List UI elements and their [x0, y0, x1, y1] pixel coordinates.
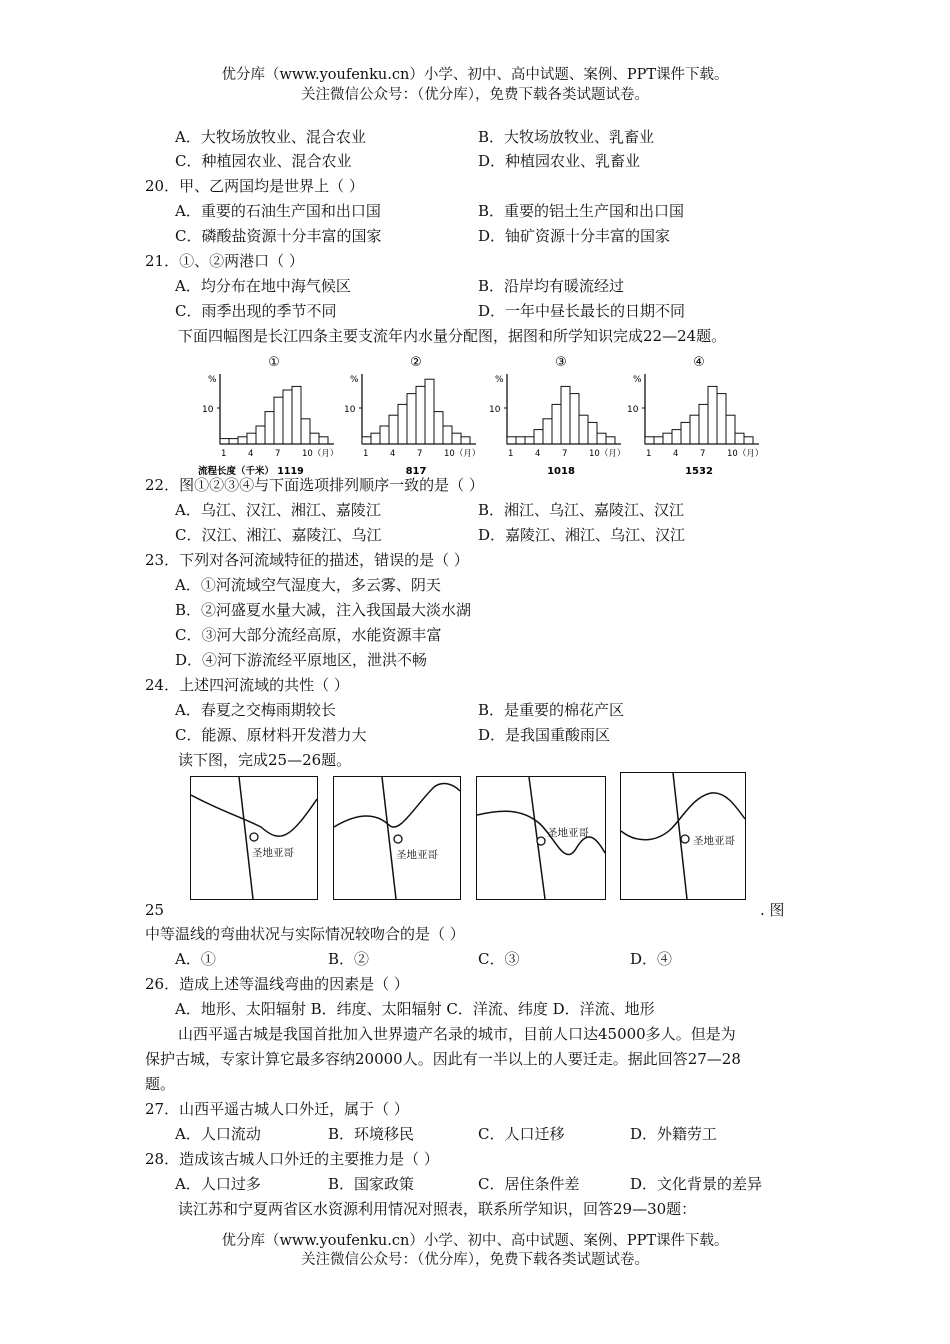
bar-month-9	[717, 394, 726, 444]
x-tick-label: 10（月）	[727, 449, 764, 459]
q20-option-d: D．铀矿资源十分丰富的国家	[478, 227, 671, 245]
x-tick-label: 7	[700, 449, 706, 459]
q21-option-b: B．沿岸均有暖流经过	[478, 277, 625, 295]
q21-option-d: D．一年中昼长最长的日期不同	[478, 302, 686, 320]
q27-option-c: C．人口迁移	[478, 1125, 565, 1143]
bar-month-10	[726, 415, 735, 444]
y-tick-label: 10	[344, 405, 356, 415]
city-marker-3	[537, 837, 545, 845]
intro-25: 读下图，完成25—26题。	[178, 751, 352, 769]
q20-option-c: C．磷酸盐资源十分丰富的国家	[175, 227, 382, 245]
q27-option-a: A．人口流动	[175, 1125, 261, 1143]
q25-option-a: A．①	[175, 950, 216, 968]
q23-option-d: D．④河下游流经平原地区，泄洪不畅	[175, 651, 428, 669]
x-tick-label: 4	[248, 449, 254, 459]
x-tick-label: 10（月）	[444, 449, 481, 459]
q28-option-d: D．文化背景的差异	[630, 1175, 763, 1193]
x-tick-label: 7	[562, 449, 568, 459]
x-tick-label: 10（月）	[589, 449, 625, 459]
q19-option-b: B．大牧场放牧业、乳畜业	[478, 128, 655, 146]
bar-month-6	[552, 404, 561, 444]
bar-month-3	[525, 437, 534, 444]
q25-tail: . 图	[760, 901, 785, 919]
q25-option-b: B．②	[328, 950, 370, 968]
bar-month-11	[597, 433, 606, 444]
bar-month-4	[672, 430, 681, 444]
x-tick-label: 7	[417, 449, 423, 459]
y-tick-label: 10	[627, 405, 639, 415]
q19-option-d: D．种植园农业、乳畜业	[478, 152, 641, 170]
x-tick-label: 10（月）	[302, 449, 338, 459]
q28-stem: 28．造成该古城人口外迁的主要推力是（ ）	[145, 1150, 439, 1168]
footer-line-2: 关注微信公众号：（优分库），免费下载各类试题试卷。	[301, 1252, 649, 1268]
q21-option-a: A．均分布在地中海气候区	[175, 277, 351, 295]
bar-month-11	[735, 433, 744, 444]
intro-27-line-2: 保护古城，专家计算它最多容纳20000人。因此有一半以上的人要迁走。据此回答27—28	[145, 1050, 741, 1068]
x-tick-label: 1	[221, 449, 227, 459]
bar-month-6	[265, 412, 274, 444]
q26-stem: 26．造成上述等温线弯曲的因素是（ ）	[145, 975, 409, 993]
isotherm-map-2	[333, 776, 461, 900]
x-tick-label: 1	[646, 449, 652, 459]
bar-month-9	[292, 386, 301, 444]
length-caption: 流程长度（千米） 1119	[198, 466, 304, 477]
q28-option-b: B．国家政策	[328, 1175, 415, 1193]
q24-stem: 24．上述四河流域的共性（ ）	[145, 676, 349, 694]
y-axis-unit: %	[495, 375, 504, 385]
chart-title: ④	[693, 355, 705, 370]
q20-stem: 20．甲、乙两国均是世界上（ ）	[145, 177, 364, 195]
bar-month-3	[380, 426, 389, 444]
bar-month-5	[681, 422, 690, 444]
city-label-4: 圣地亚哥	[693, 835, 735, 847]
bar-month-10	[588, 422, 597, 444]
chart-3	[485, 352, 625, 484]
chart-1	[198, 352, 338, 484]
city-marker-2	[394, 835, 402, 843]
q23-option-c: C．③河大部分流经高原，水能资源丰富	[175, 626, 442, 644]
q25-number: 25	[145, 901, 165, 919]
length-value: 1532	[685, 466, 713, 477]
y-axis-unit: %	[633, 375, 642, 385]
q27-option-d: D．外籍劳工	[630, 1125, 718, 1143]
intro-27-line-1: 山西平遥古城是我国首批加入世界遗产名录的城市，目前人口达45000多人。但是为	[178, 1025, 736, 1043]
footer-line-1: 优分库（www.youfenku.cn）小学、初中、高中试题、案例、PPT课件下载。	[221, 1233, 729, 1249]
q22-option-a: A．乌江、汉江、湘江、嘉陵江	[175, 501, 381, 519]
bar-month-12	[744, 437, 753, 444]
bar-month-8	[570, 394, 579, 444]
chart-title: ②	[410, 355, 422, 370]
x-tick-label: 4	[390, 449, 396, 459]
city-label-2: 圣地亚哥	[396, 849, 438, 861]
q23-option-b: B．②河盛夏水量大减，注入我国最大淡水湖	[175, 601, 472, 619]
isotherm-map-1	[190, 776, 318, 900]
q22-option-c: C．汉江、湘江、嘉陵江、乌江	[175, 526, 382, 544]
bar-month-10	[301, 419, 310, 444]
x-tick-label: 1	[363, 449, 369, 459]
q22-option-b: B．湘江、乌江、嘉陵江、汉江	[478, 501, 685, 519]
q22-stem: 22．图①②③④与下面选项排列顺序一致的是（ ）	[145, 476, 484, 494]
q24-option-a: A．春夏之交梅雨期较长	[175, 701, 336, 719]
q23-option-a: A．①河流域空气湿度大，多云雾、阴天	[175, 576, 441, 594]
bar-month-7	[416, 386, 425, 444]
q20-option-a: A．重要的石油生产国和出口国	[175, 202, 381, 220]
q24-option-c: C．能源、原材料开发潜力大	[175, 726, 367, 744]
isotherm-2	[334, 784, 460, 828]
bar-month-4	[247, 433, 256, 444]
bar-month-6	[407, 394, 416, 444]
bar-month-7	[561, 386, 570, 444]
q27-stem: 27．山西平遥古城人口外迁，属于（ ）	[145, 1100, 409, 1118]
q25-option-c: C．③	[478, 950, 520, 968]
q21-option-c: C．雨季出现的季节不同	[175, 302, 337, 320]
q25-option-d: D．④	[630, 950, 673, 968]
isotherm-1	[191, 795, 317, 836]
x-tick-label: 7	[275, 449, 281, 459]
city-label-1: 圣地亚哥	[252, 847, 294, 859]
bar-month-3	[238, 437, 247, 444]
bar-month-9	[434, 412, 443, 444]
bar-month-5	[256, 426, 265, 444]
chart-title: ③	[555, 355, 567, 370]
bar-month-7	[274, 397, 283, 444]
q19-option-a: A．大牧场放牧业、混合农业	[175, 128, 366, 146]
q25-stem: 中等温线的弯曲状况与实际情况较吻合的是（ ）	[145, 925, 465, 943]
bar-month-4	[534, 430, 543, 444]
bar-month-10	[443, 426, 452, 444]
bar-month-9	[579, 415, 588, 444]
bar-month-2	[654, 437, 663, 444]
bar-month-8	[283, 390, 292, 444]
bar-month-3	[663, 433, 672, 444]
bar-month-2	[516, 437, 525, 444]
q28-option-c: C．居住条件差	[478, 1175, 580, 1193]
bar-month-1	[507, 437, 516, 444]
intro-27-line-3: 题。	[145, 1075, 176, 1093]
isotherm-map-3	[476, 776, 606, 900]
bar-month-8	[708, 386, 717, 444]
bar-month-12	[606, 437, 615, 444]
x-tick-label: 4	[673, 449, 679, 459]
q23-stem: 23．下列对各河流域特征的描述，错误的是（ ）	[145, 551, 469, 569]
chart-4	[623, 352, 768, 484]
chart-title: ①	[268, 355, 280, 370]
bar-month-12	[319, 437, 328, 444]
q19-option-c: C．种植园农业、混合农业	[175, 152, 352, 170]
length-value: 1018	[547, 466, 575, 477]
y-tick-label: 10	[489, 405, 501, 415]
bar-month-5	[398, 404, 407, 444]
bar-month-1	[362, 437, 371, 444]
bar-month-5	[543, 419, 552, 444]
bar-month-6	[690, 415, 699, 444]
bar-month-8	[425, 379, 434, 444]
q28-option-a: A．人口过多	[175, 1175, 261, 1193]
y-axis-unit: %	[208, 375, 217, 385]
bar-month-1	[645, 437, 654, 444]
city-marker-4	[681, 835, 689, 843]
city-label-3: 圣地亚哥	[547, 827, 589, 839]
city-marker-1	[250, 833, 258, 841]
bar-month-4	[389, 415, 398, 444]
bar-month-12	[461, 437, 470, 444]
header-line-1: 优分库（www.youfenku.cn）小学、初中、高中试题、案例、PPT课件下载。	[221, 67, 729, 83]
isotherm-map-4	[620, 772, 746, 900]
q21-stem: 21．①、②两港口（ ）	[145, 252, 304, 270]
bar-month-2	[371, 433, 380, 444]
bar-month-11	[452, 433, 461, 444]
x-tick-label: 1	[508, 449, 514, 459]
chart-2	[340, 352, 485, 484]
y-axis-unit: %	[350, 375, 359, 385]
bar-month-2	[229, 439, 238, 444]
bar-month-11	[310, 433, 319, 444]
intro-29: 读江苏和宁夏两省区水资源利用情况对照表，联系所学知识，回答29—30题：	[178, 1200, 697, 1218]
q22-option-d: D．嘉陵江、湘江、乌江、汉江	[478, 526, 686, 544]
x-tick-label: 4	[535, 449, 541, 459]
intro-22: 下面四幅图是长江四条主要支流年内水量分配图，据图和所学知识完成22—24题。	[178, 327, 727, 345]
q20-option-b: B．重要的铝土生产国和出口国	[478, 202, 685, 220]
q24-option-b: B．是重要的棉花产区	[478, 701, 625, 719]
bar-month-1	[220, 439, 229, 444]
q26-options: A．地形、太阳辐射 B．纬度、太阳辐射 C．洋流、纬度 D．洋流、地形	[175, 1000, 655, 1018]
y-tick-label: 10	[202, 405, 214, 415]
header-line-2: 关注微信公众号：（优分库），免费下载各类试题试卷。	[301, 87, 649, 103]
q27-option-b: B．环境移民	[328, 1125, 415, 1143]
length-value: 817	[405, 466, 427, 477]
bar-month-7	[699, 404, 708, 444]
q24-option-d: D．是我国重酸雨区	[478, 726, 611, 744]
